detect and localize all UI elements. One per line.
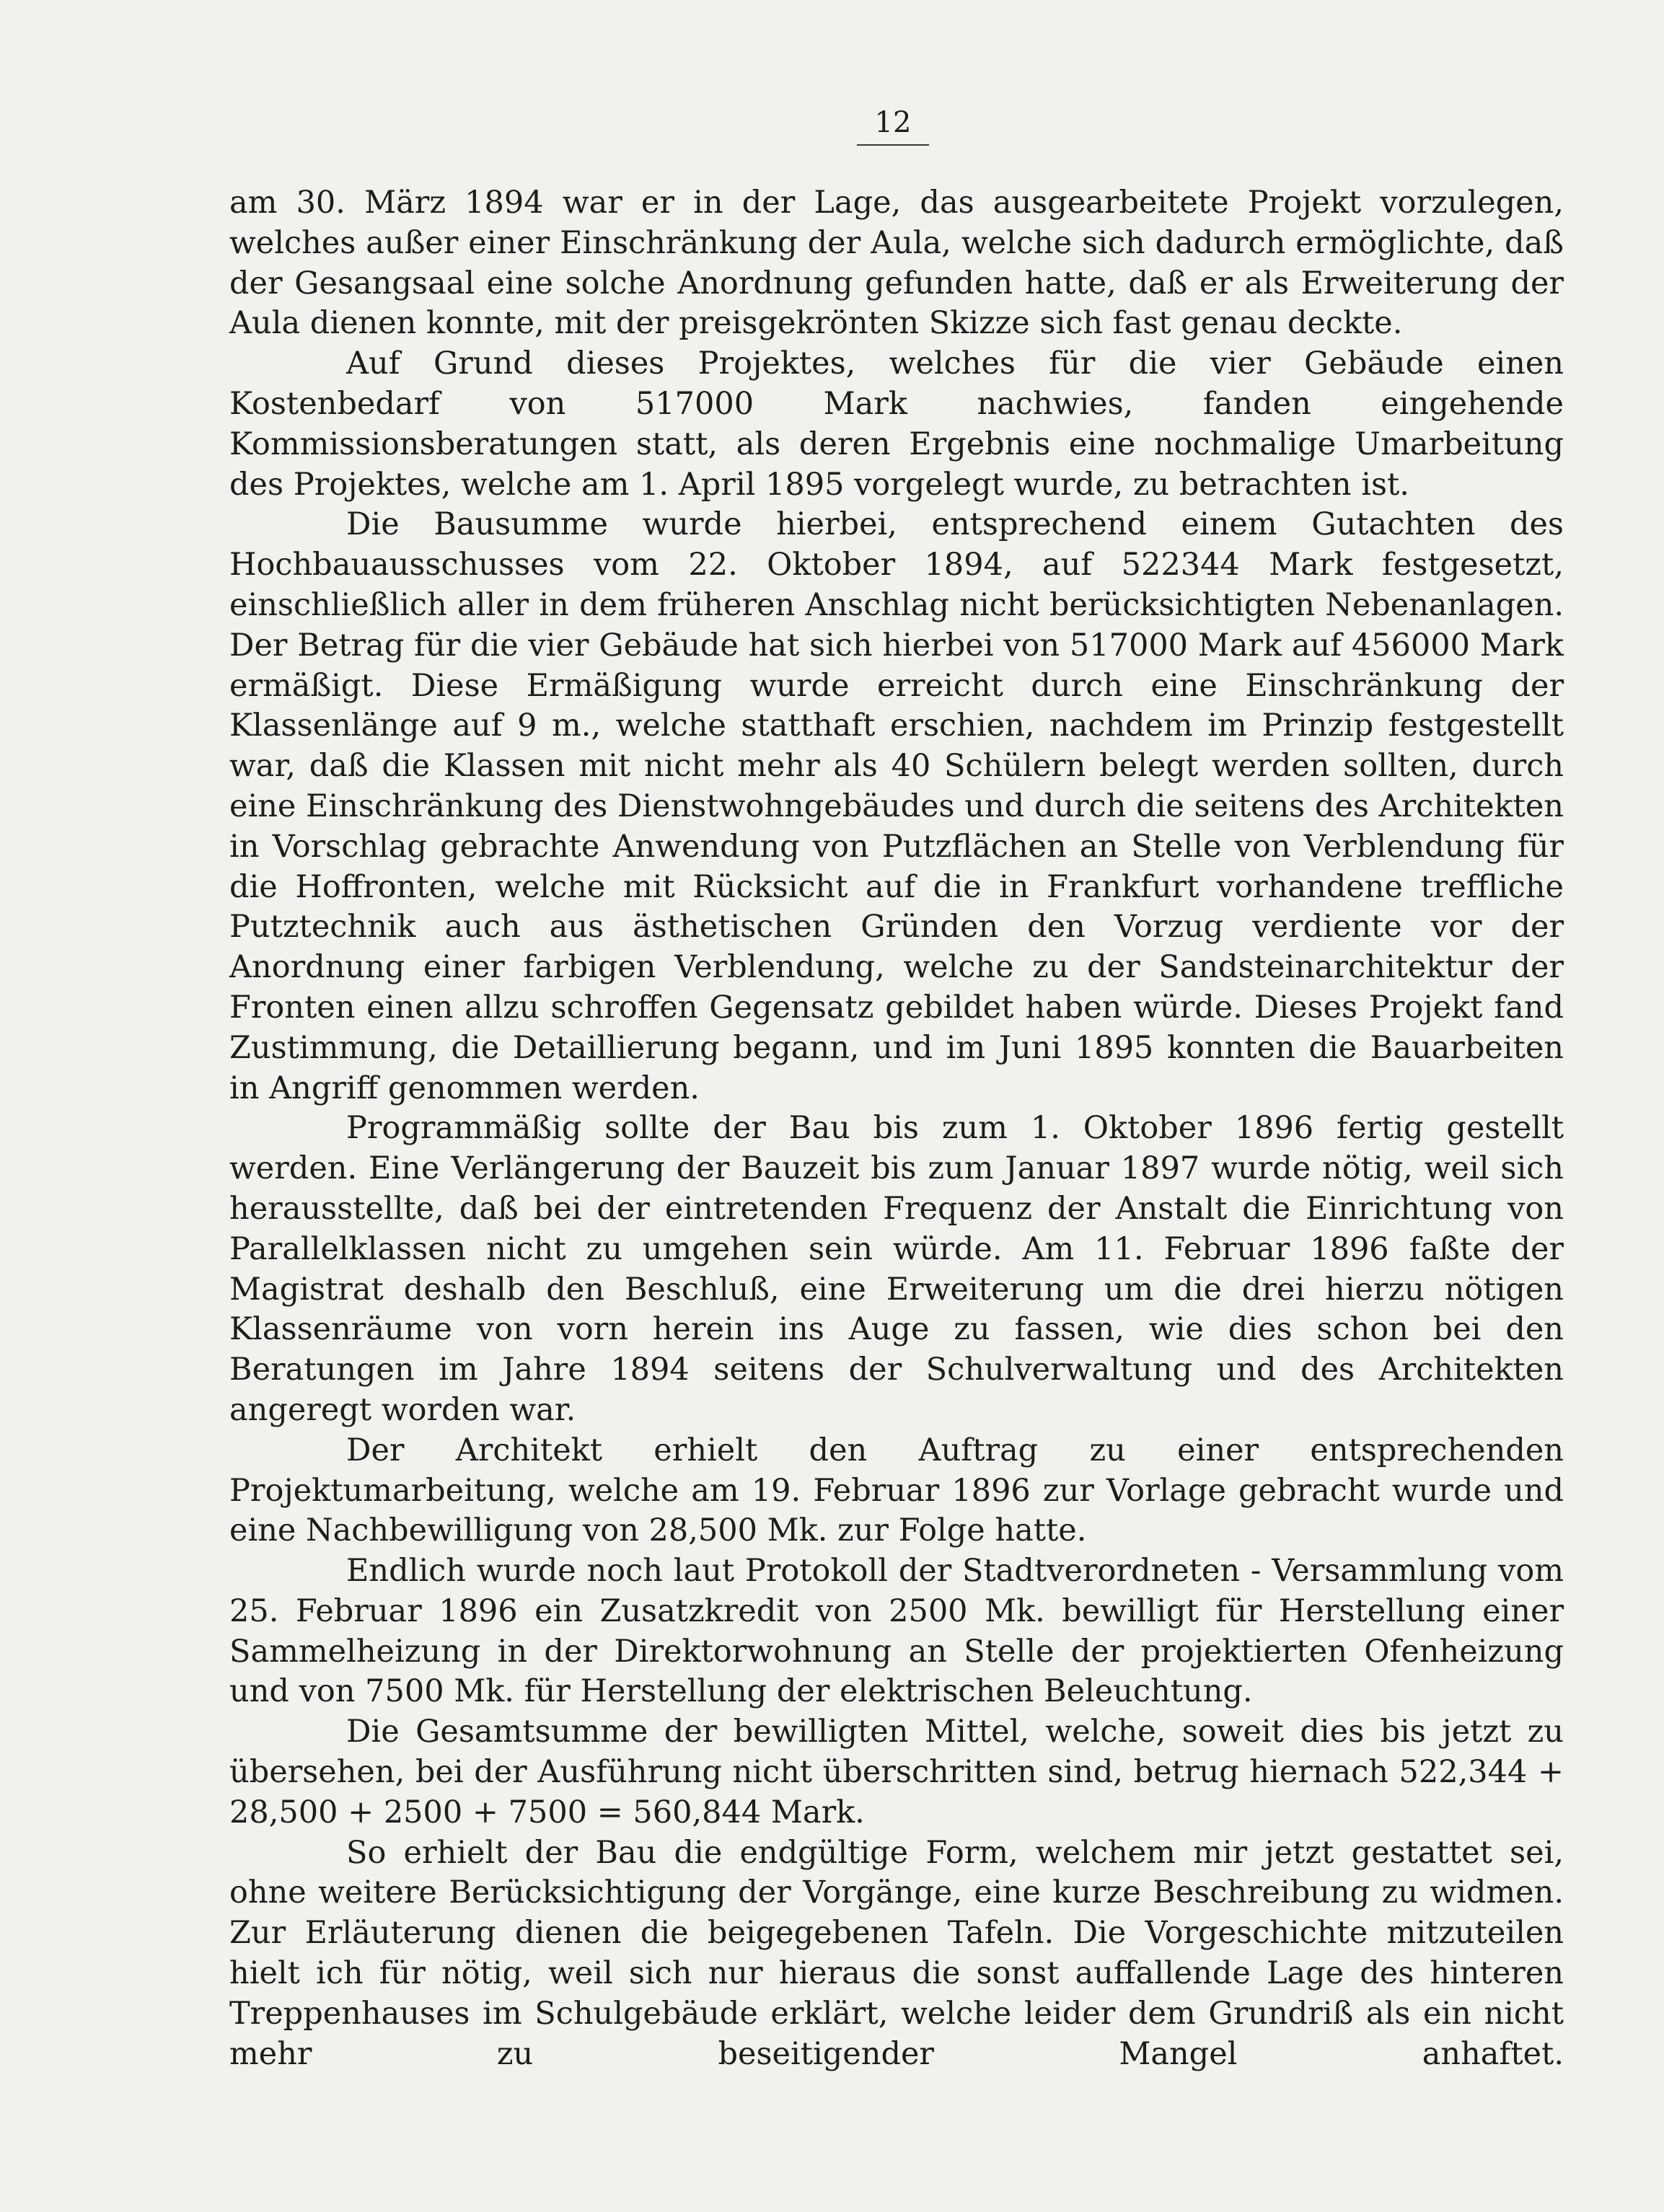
paragraph: Die Bausumme wurde hierbei, entsprechend einem Gutachten des Hochbauausschusses vom 22. Oktober 1894, auf 522344 Mark festgesetzt, einschließlich aller in dem früheren Anschlag nicht berücksichtigten Nebenanlagen. Der Betrag für die vier Gebäude hat sich hierbei von 517000 Mark auf 456000 Mark ermäßigt. Diese Ermäßigung wurde erreicht durch eine Einschränkung der Klassenlänge auf 9 m., welche statthaft erschien, nachdem im Prinzip festgestellt war, daß die Klassen mit nicht mehr als 40 Schülern belegt werden sollten, durch eine Einschränkung des Dienstwohngebäudes und durch die seitens des Architekten in Vorschlag gebrachte Anwendung von Putzflächen an Stelle von Verblendung für die Hoffronten, welche mit Rücksicht auf die in Frankfurt vorhandene treffliche Putztechnik auch aus ästhetischen Gründen den Vorzug verdiente vor der Anordnung einer farbigen Verblendung, welche zu der Sandsteinarchitektur der Fronten einen allzu schroffen Gegensatz gebildet haben würde. Dieses Projekt fand Zustimmung, die Detaillierung begann, und im Juni 1895 konnten die Bauarbeiten in Angriff genommen werden. xyxy=(229,506,1564,1106)
paragraph: Endlich wurde noch laut Protokoll der Stadtverordneten - Versammlung vom 25. Februar 1896 ein Zusatzkredit von 2500 Mk. bewilligt für Herstellung einer Sammelheizung in der Direktorwohnung an Stelle der projektierten Ofenheizung und von 7500 Mk. für Herstellung der elektrischen Beleuchtung. xyxy=(229,1553,1564,1710)
paragraph: Die Gesamtsumme der bewilligten Mittel, welche, soweit dies bis jetzt zu übersehen, bei der Ausführung nicht überschritten sind, betrug hiernach 522,344 + 28,500 + 2500 + 7500 = 560,844 Mark. xyxy=(229,1714,1564,1830)
page-number: 12 xyxy=(857,108,929,146)
paragraph: Der Architekt erhielt den Auftrag zu einer entsprechenden Projektumarbeitung, welche am 19. Februar 1896 zur Vorlage gebracht wurde und eine Nachbewilligung von 28,500 Mk. zur Folge hatte. xyxy=(229,1432,1564,1549)
paragraph: So erhielt der Bau die endgültige Form, welchem mir jetzt gestattet sei, ohne weitere Berücksichtigung der Vorgänge, eine kurze Beschreibung zu widmen. Zur Erläuterung dienen die beigegebenen Tafeln. Die Vorgeschichte mitzuteilen hielt ich für nötig, weil sich nur hieraus die sonst auffallende Lage des hinteren Treppenhauses im Schulgebäude erklärt, welche leider dem Grundriß als ein nicht mehr zu beseitigender Mangel anhaftet. xyxy=(229,1834,1564,2072)
paragraph: Auf Grund dieses Projektes, welches für die vier Gebäude einen Kostenbedarf von 517000 Mark nachwies, fanden eingehende Kommissionsberatungen statt, als deren Ergebnis eine nochmalige Umarbeitung des Projektes, welche am 1. April 1895 vorgelegt wurde, zu betrachten ist. xyxy=(229,345,1564,503)
paragraph: Programmäßig sollte der Bau bis zum 1. Oktober 1896 fertig gestellt werden. Eine Verlängerung der Bauzeit bis zum Januar 1897 wurde nötig, weil sich herausstellte, daß bei der eintretenden Frequenz der Anstalt die Einrichtung von Parallelklassen nicht zu umgehen sein würde. Am 11. Februar 1896 faßte der Magistrat deshalb den Beschluß, eine Erweiterung um die drei hierzu nötigen Klassenräume von vorn herein ins Auge zu fassen, wie dies schon bei den Beratungen im Jahre 1894 seitens der Schulverwaltung und des Architekten angeregt worden war. xyxy=(229,1110,1564,1428)
body-text xyxy=(229,183,1564,2074)
paragraph: am 30. März 1894 war er in der Lage, das ausgearbeitete Projekt vorzulegen, welches außer einer Einschränkung der Aula, welche sich dadurch ermöglichte, daß der Gesangsaal eine solche Anordnung gefunden hatte, daß er als Erweiterung der Aula dienen konnte, mit der preisgekrönten Skizze sich fast genau deckte. xyxy=(229,185,1564,342)
